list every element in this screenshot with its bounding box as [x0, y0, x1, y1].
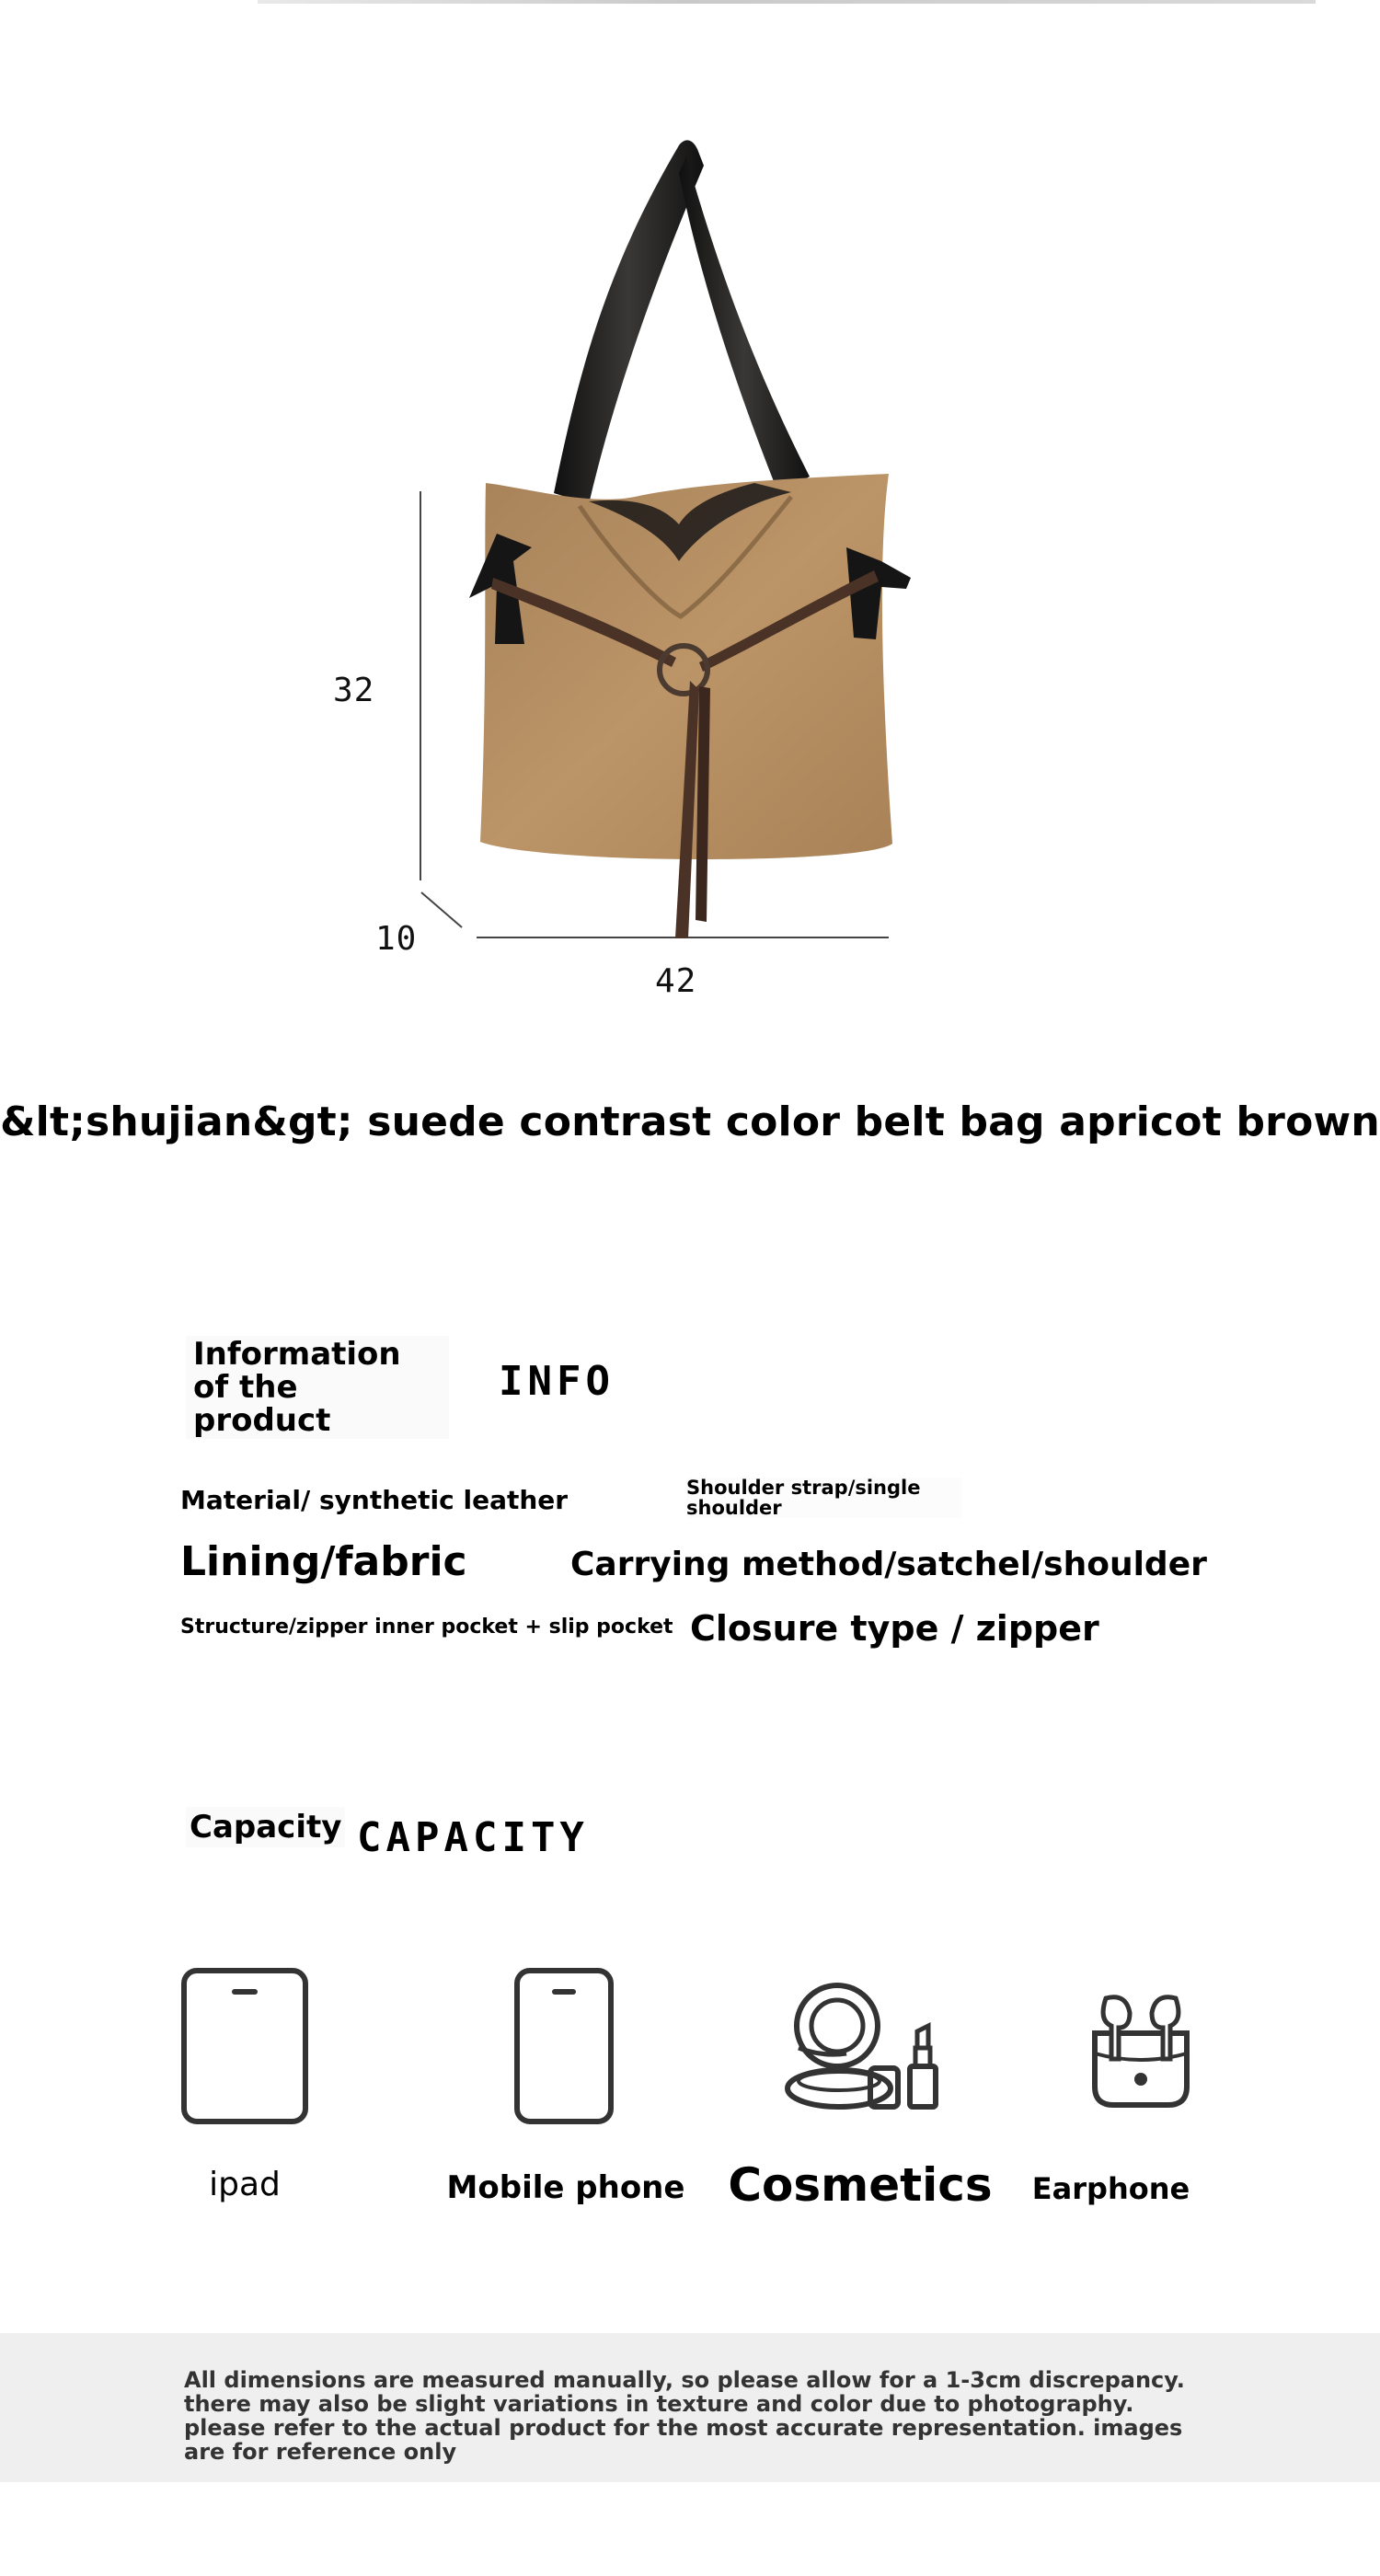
info-title: INFO [499, 1358, 615, 1405]
capacity-item-label: Mobile phone [446, 2169, 685, 2206]
info-heading-text: Information of the product [193, 1336, 401, 1439]
spec-carrying-method: Carrying method/satchel/shoulder [570, 1546, 1207, 1583]
capacity-item-label: Cosmetics [728, 2158, 993, 2212]
bag-product-image [313, 129, 975, 1012]
cosmetics-icon [782, 1978, 948, 2114]
capacity-item-label: Earphone [1031, 2171, 1190, 2206]
capacity-title: CAPACITY [357, 1814, 589, 1861]
disclaimer-footer [0, 2333, 1380, 2482]
earphone-icon [1086, 1987, 1196, 2112]
info-heading [186, 1336, 449, 1439]
product-title: &lt;shujian&gt; suede contrast color belt bag apricot brown [0, 1098, 1380, 1145]
dimension-depth-label: 10 [375, 920, 418, 958]
spec-shoulder-strap: Shoulder strap/single shoulder [686, 1478, 962, 1518]
disclaimer-text: All dimensions are measured manually, so please allow for a 1-3cm discrepancy. there may also be slight variations in texture and color due to photography. please refer to the actual product for the most accurate representation. images are for reference only [184, 2367, 1185, 2465]
spec-material: Material/ synthetic leather [180, 1485, 569, 1515]
spec-closure: Closure type / zipper [690, 1608, 1099, 1649]
dimension-width-label: 42 [655, 962, 697, 1000]
top-divider [258, 0, 1316, 4]
tablet-icon [180, 1967, 309, 2125]
spec-structure: Structure/zipper inner pocket + slip pocket [180, 1616, 673, 1639]
spec-lining: Lining/fabric [180, 1538, 467, 1585]
mobile-phone-icon [513, 1967, 615, 2125]
dimension-height-label: 32 [333, 672, 375, 709]
capacity-item-label: ipad [209, 2166, 281, 2203]
capacity-heading: Capacity [186, 1807, 345, 1847]
